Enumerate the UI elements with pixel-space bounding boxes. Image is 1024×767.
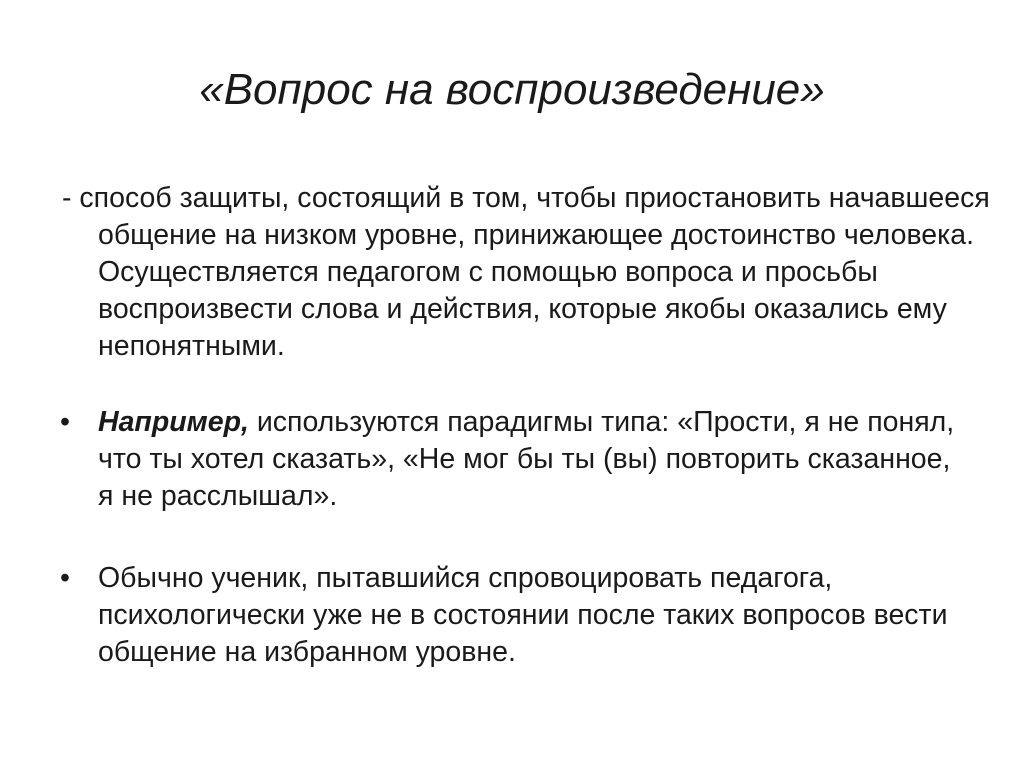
definition-paragraph: - способ защиты, состоящий в том, чтобы приостановить начавшееся общение на низком уровне, принижающее достоинство человека. Осуществляется педагогом с помощью вопроса и просьбы воспроизвести слова и действия, которые якобы оказались ему непонятными. [62,182,990,362]
bullet-marker: • [60,562,70,594]
bullet-body: Обычно ученик, пытавшийся спровоцировать педагога, психологически уже не в состоянии после таких вопросов вести общение на избранном уровне. [98,562,948,668]
bullet-marker: • [60,406,70,438]
bullet-item-student [60,560,960,671]
bullet-body: используются парадигмы типа: «Прости, я не понял, что ты хотел сказать», «Не мог бы ты (вы) повторить сказанное, я не расслышал». [98,406,955,512]
slide-title: «Вопрос на воспроизведение» [199,65,825,114]
bullet-text [98,404,960,515]
bullet-item-example [60,404,960,515]
bullet-emphasis: Например, [98,406,249,438]
